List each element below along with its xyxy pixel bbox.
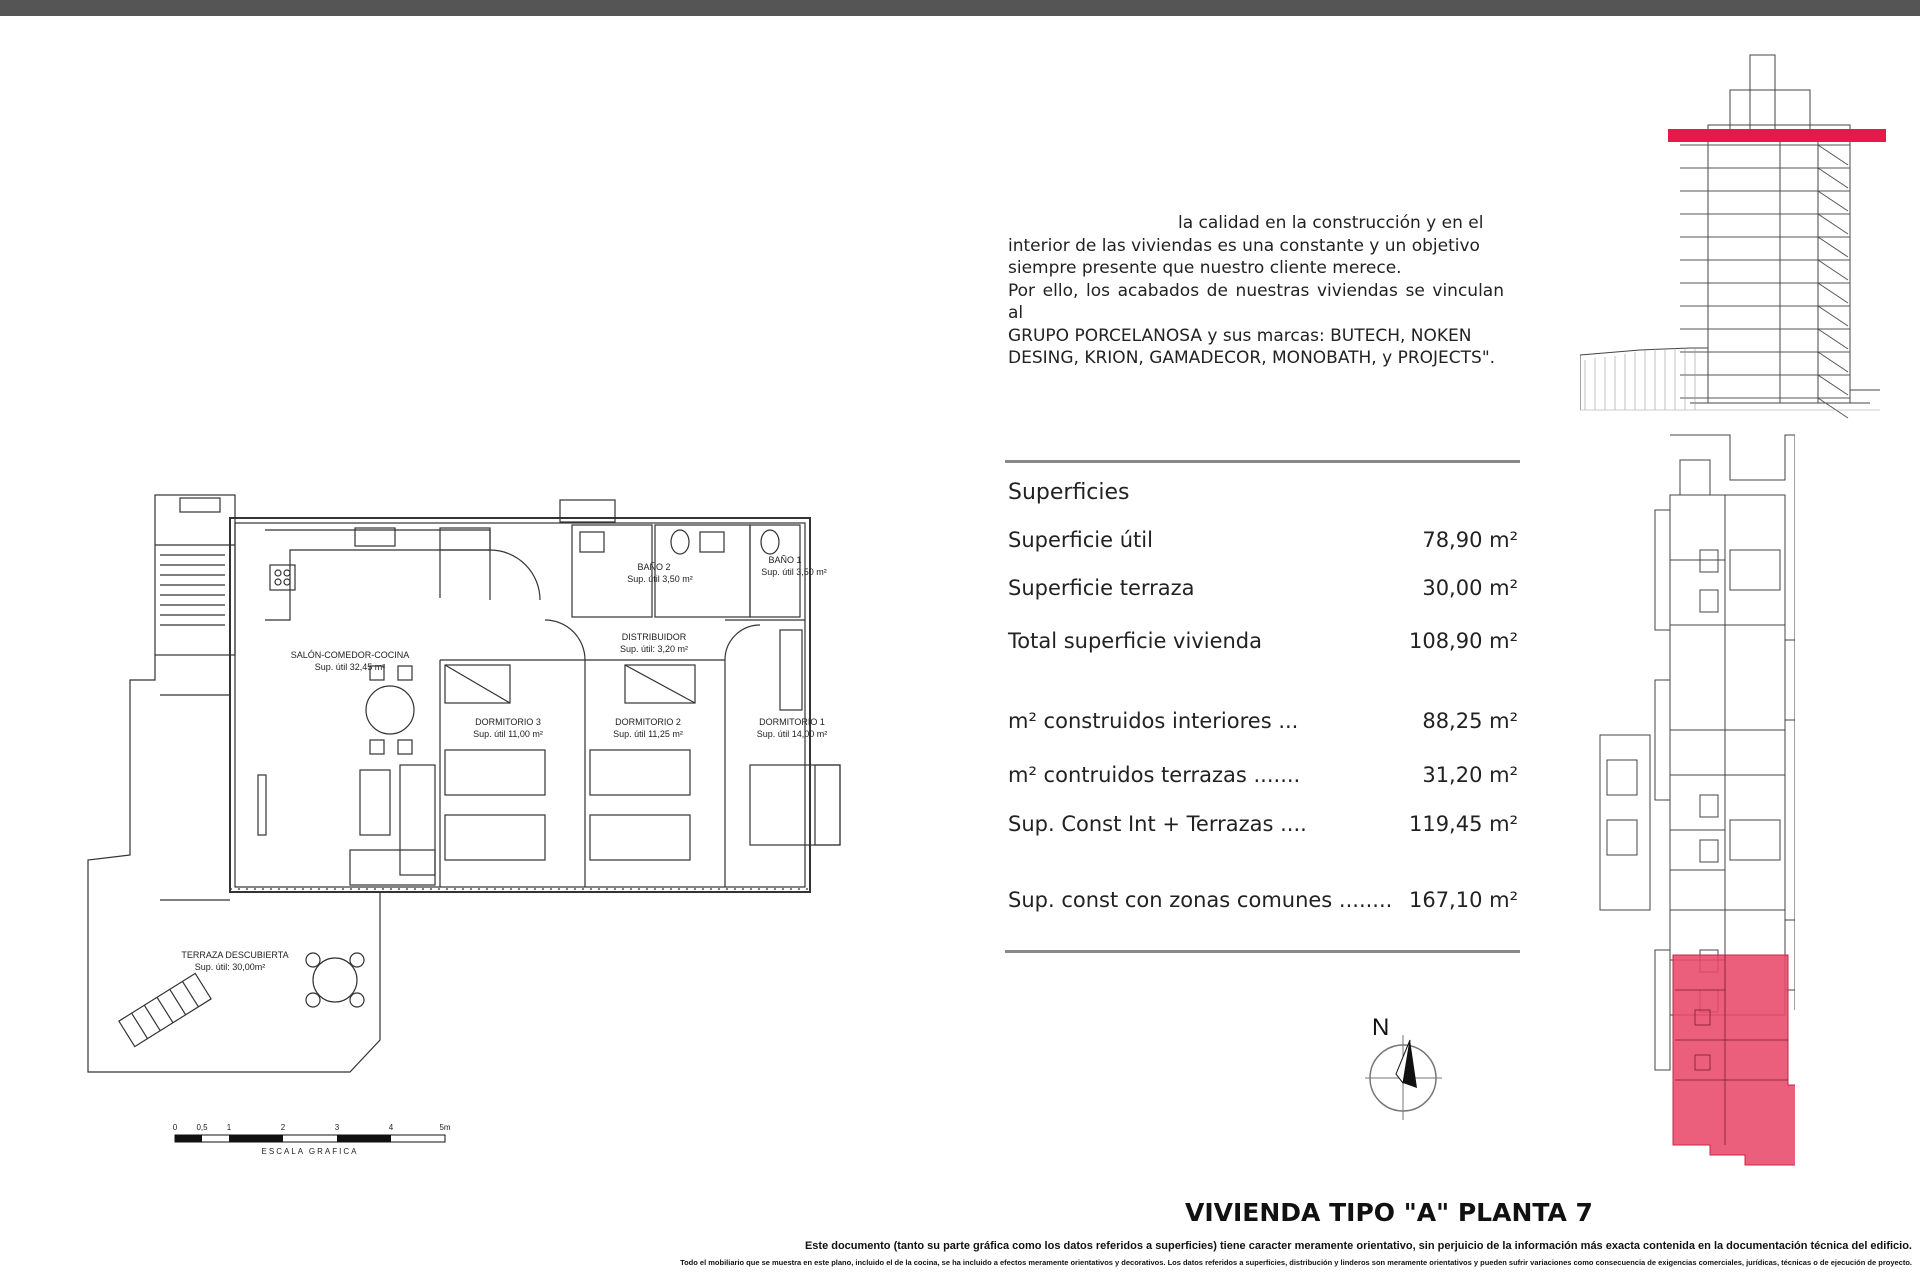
elevation-stair-line bbox=[1818, 329, 1848, 349]
table-top-rule bbox=[1005, 460, 1520, 463]
key-plan bbox=[1595, 430, 1795, 1170]
room-bano2-name: BAÑO 2 bbox=[637, 562, 671, 572]
scale-tick-4: 4 bbox=[388, 1123, 394, 1132]
elevation-stair-line bbox=[1818, 237, 1848, 257]
scale-tick-2: 2 bbox=[280, 1123, 286, 1132]
surface-label: Superficie terraza bbox=[1008, 576, 1195, 600]
elevation-drawing bbox=[1580, 50, 1900, 420]
surface-row bbox=[1008, 709, 1518, 741]
plan-title: VIVIENDA TIPO "A" PLANTA 7 bbox=[1185, 1198, 1593, 1227]
elevation-stair-line bbox=[1818, 398, 1848, 418]
elevation-stair-line bbox=[1818, 191, 1848, 211]
scale-tick-5: 5m bbox=[439, 1123, 451, 1132]
room-distribuidor-area: Sup. útil: 3,20 m² bbox=[619, 644, 689, 654]
elevation-stair-line bbox=[1818, 352, 1848, 372]
room-bano2-area: Sup. útil 3,50 m² bbox=[627, 574, 693, 584]
surface-row bbox=[1008, 763, 1518, 795]
scale-tick-0: 0 bbox=[172, 1123, 178, 1132]
room-salon-name: SALÓN-COMEDOR-COCINA bbox=[290, 650, 410, 660]
surface-row bbox=[1008, 812, 1518, 844]
surface-value: 119,45 m² bbox=[1408, 812, 1518, 836]
room-dorm3-area: Sup. útil 11,00 m² bbox=[473, 729, 543, 739]
room-dorm2-name: DORMITORIO 2 bbox=[615, 717, 681, 727]
disclaimer-2: Todo el mobiliario que se muestra en este plano, incluido el de la cocina, se ha incluido a efectos meramente orientativos y decorativos. Los datos referidos a superficies, distribución y linderos son meramente orientativos y pueden sufrir variaciones como consecuencia de exigencias comerciales, jurídicas, técnicas o de ejecución de proyecto. bbox=[680, 1258, 1912, 1267]
elevation-stair-line bbox=[1818, 145, 1848, 165]
surface-label: m² contruidos terrazas ....... bbox=[1008, 763, 1301, 787]
room-dorm1-name: DORMITORIO 1 bbox=[759, 717, 825, 727]
disclaimer-1: Este documento (tanto su parte gráfica como los datos referidos a superficies) tiene caracter meramente orientativo, sin perjuicio de la información más exacta contenida en la documentación técnica del edificio. bbox=[804, 1240, 1912, 1252]
surface-label: Total superficie vivienda bbox=[1008, 629, 1263, 653]
surface-row bbox=[1008, 528, 1518, 560]
table-bottom-rule bbox=[1005, 950, 1520, 953]
surface-value: 31,20 m² bbox=[1422, 763, 1518, 787]
floor-plan-drawing bbox=[80, 470, 900, 1190]
north-arrow bbox=[1360, 1010, 1460, 1130]
elevation-stair-line bbox=[1818, 283, 1848, 303]
intro-line-1: la calidad en la construcción y en el bbox=[1178, 213, 1484, 233]
surfaces-title: Superficies bbox=[1008, 480, 1130, 505]
surface-value: 88,25 m² bbox=[1422, 709, 1518, 733]
room-bano1-name: BAÑO 1 bbox=[768, 555, 802, 565]
intro-line-6: DESING, KRION, GAMADECOR, MONOBATH, y PROJECTS". bbox=[1008, 348, 1496, 368]
surface-label: Superficie útil bbox=[1008, 528, 1153, 552]
intro-line-2: interior de las viviendas es una constante y un objetivo bbox=[1008, 235, 1480, 256]
elevation-stair-line bbox=[1818, 214, 1848, 234]
intro-line-4: Por ello, los acabados de nuestras viviendas se vinculan al bbox=[1008, 280, 1504, 323]
highlighted-floor-bar bbox=[1668, 129, 1886, 142]
floor-plan bbox=[80, 470, 900, 1190]
surface-value: 108,90 m² bbox=[1408, 629, 1518, 653]
surface-value: 167,10 m² bbox=[1408, 888, 1518, 912]
room-dorm1-area: Sup. útil 14,00 m² bbox=[756, 729, 828, 739]
intro-line-3: siempre presente que nuestro cliente merece. bbox=[1008, 258, 1402, 278]
scale-tick-3: 3 bbox=[334, 1123, 340, 1132]
intro-text bbox=[1008, 212, 1504, 370]
surface-value: 30,00 m² bbox=[1422, 576, 1518, 600]
surface-label: Sup. const con zonas comunes ........ bbox=[1008, 888, 1393, 912]
scale-tick-1: 1 bbox=[226, 1123, 232, 1132]
key-plan-drawing bbox=[1595, 430, 1795, 1170]
surface-row bbox=[1008, 576, 1518, 608]
surface-row bbox=[1008, 629, 1518, 661]
compass-icon bbox=[1360, 1010, 1460, 1130]
intro-line-5: GRUPO PORCELANOSA y sus marcas: BUTECH, NOKEN bbox=[1008, 325, 1472, 346]
scale-tick-05: 0,5 bbox=[196, 1123, 208, 1132]
surface-label: Sup. Const Int + Terrazas .... bbox=[1008, 812, 1307, 836]
graphic-scale bbox=[173, 1123, 451, 1156]
room-terraza-area: Sup. útil: 30,00m² bbox=[194, 962, 266, 972]
elevation-stair-line bbox=[1818, 306, 1848, 326]
elevation-stair-line bbox=[1818, 260, 1848, 280]
top-bar bbox=[0, 0, 1920, 16]
room-distribuidor-name: DISTRIBUIDOR bbox=[621, 632, 687, 642]
surface-label: m² construidos interiores ... bbox=[1008, 709, 1299, 733]
room-bano1-area: Sup. útil 3,50 m² bbox=[761, 567, 827, 577]
building-elevation bbox=[1580, 50, 1900, 420]
elevation-stair-line bbox=[1818, 375, 1848, 395]
scale-label: ESCALA GRAFICA bbox=[261, 1147, 359, 1156]
north-label: N bbox=[1372, 1014, 1390, 1041]
room-salon-area: Sup. útil 32,45 m² bbox=[314, 662, 386, 672]
surface-row bbox=[1008, 888, 1518, 920]
surface-value: 78,90 m² bbox=[1422, 528, 1518, 552]
room-dorm3-name: DORMITORIO 3 bbox=[475, 717, 541, 727]
elevation-stair-line bbox=[1818, 168, 1848, 188]
room-dorm2-area: Sup. útil 11,25 m² bbox=[613, 729, 683, 739]
room-terraza-name: TERRAZA DESCUBIERTA bbox=[181, 950, 289, 960]
highlighted-unit bbox=[1673, 955, 1795, 1165]
